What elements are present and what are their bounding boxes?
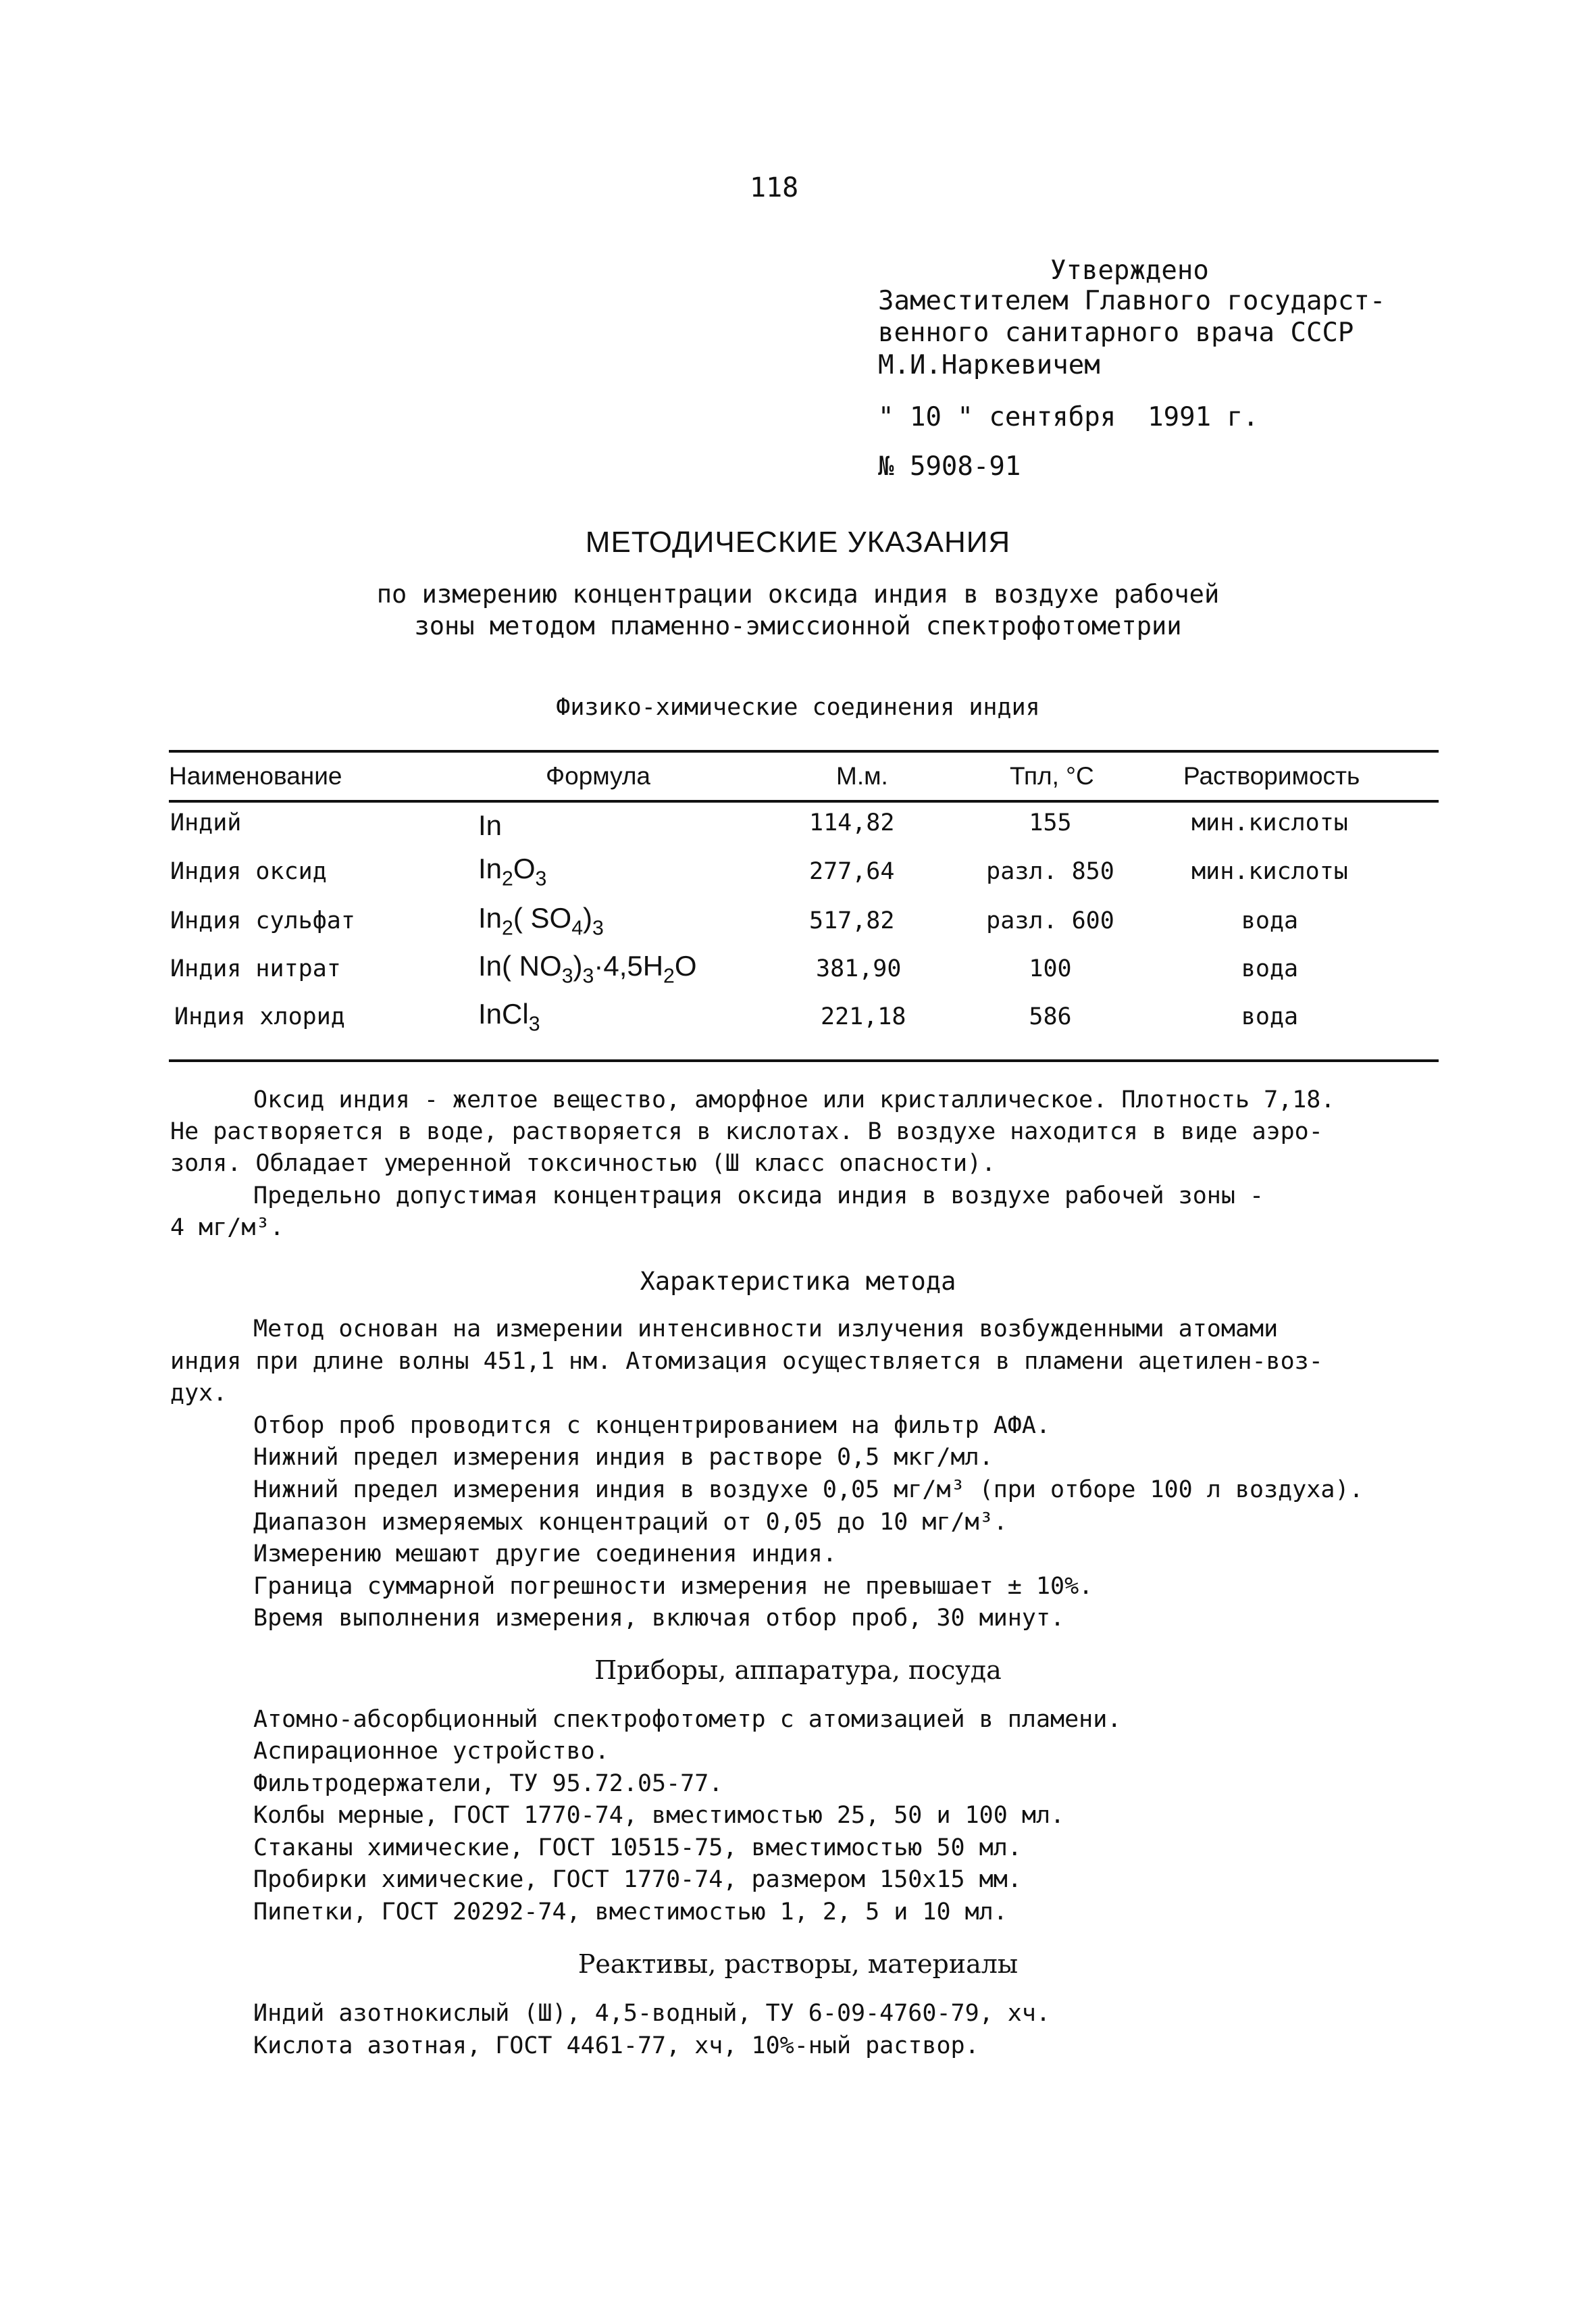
table-rule-header: [169, 800, 1439, 803]
devices-line: Колбы мерные, ГОСТ 1770-74, вместимостью 25, 50 и 100 мл.: [253, 1802, 1065, 1829]
method-line: Метод основан на измерении интенсивности излучения возбужденными атомами: [253, 1315, 1279, 1342]
doc-subtitle-2: зоны методом пламенно-эмиссионной спектрофотометрии: [414, 611, 1182, 640]
devices-line: Фильтродержатели, ТУ 95.72.05-77.: [253, 1770, 723, 1797]
cell-molar-mass: 221,18: [821, 1003, 906, 1030]
cell-melting-point: 586: [1029, 1003, 1072, 1030]
header-melting-point: Тпл, °С: [1010, 762, 1094, 790]
doc-subtitle-1: по измерению концентрации оксида индия в воздухе рабочей: [376, 580, 1220, 609]
header-formula: Формула: [546, 762, 650, 790]
table-caption: Физико-химические соединения индия: [556, 694, 1040, 721]
desc-line: 4 мг/м³.: [170, 1214, 284, 1241]
reagents-heading: Реактивы, растворы, материалы: [577, 1949, 1019, 1979]
header-name: Наименование: [169, 762, 342, 790]
cell-molar-mass: 517,82: [809, 907, 895, 934]
header-solubility: Растворимость: [1183, 762, 1360, 790]
cell-solubility: мин.кислоты: [1191, 858, 1348, 885]
cell-melting-point: 100: [1029, 955, 1072, 982]
cell-solubility: вода: [1241, 1003, 1299, 1030]
method-heading: Характеристика метода: [640, 1267, 956, 1296]
cell-name: Индия нитрат: [170, 955, 341, 982]
devices-heading: Приборы, аппаратура, посуда: [594, 1655, 1002, 1685]
approval-line-3: венного санитарного врача СССР: [878, 318, 1354, 348]
approval-line-4: М.И.Наркевичем: [878, 350, 1100, 380]
page-number: 118: [750, 172, 799, 203]
reagents-line: Кислота азотная, ГОСТ 4461-77, хч, 10%-ный раствор.: [253, 2032, 979, 2059]
devices-line: Стаканы химические, ГОСТ 10515-75, вместимостью 50 мл.: [253, 1834, 1022, 1861]
desc-line: Не растворяется в воде, растворяется в кислотах. В воздухе находится в виде аэро-: [170, 1118, 1323, 1145]
method-line: Нижний предел измерения индия в растворе 0,5 мкг/мл.: [253, 1444, 994, 1471]
cell-name: Индия сульфат: [170, 907, 355, 934]
cell-molar-mass: 277,64: [809, 858, 895, 885]
cell-formula: InCl$_3$: [478, 998, 540, 1036]
cell-melting-point: 155: [1029, 809, 1072, 836]
table-rule-top: [169, 750, 1439, 753]
devices-line: Пипетки, ГОСТ 20292-74, вместимостью 1, 2, 5 и 10 мл.: [253, 1898, 1008, 1926]
method-line: Диапазон измеряемых концентраций от 0,05 до 10 мг/м³.: [253, 1509, 1008, 1536]
method-line: дух.: [170, 1380, 228, 1407]
cell-melting-point: разл. 600: [986, 907, 1114, 934]
cell-formula: In( $NO_3)_3\cdot 4,5H_2O$: [478, 950, 697, 988]
cell-name: Индий: [170, 809, 242, 836]
approval-date: " 10 " сентября 1991 г.: [878, 402, 1259, 432]
approval-line-1: Утверждено: [1050, 255, 1209, 286]
method-line: Время выполнения измерения, включая отбор проб, 30 минут.: [253, 1605, 1065, 1632]
method-line: индия при длине волны 451,1 нм. Атомизация осуществляется в пламени ацетилен-воз-: [170, 1348, 1323, 1375]
cell-solubility: вода: [1241, 907, 1299, 934]
cell-solubility: вода: [1241, 955, 1299, 982]
approval-line-2: Заместителем Главного государст-: [878, 286, 1386, 316]
desc-line: Оксид индия - желтое вещество, аморфное или кристаллическое. Плотность 7,18.: [253, 1086, 1335, 1113]
cell-formula: $In_2$( $SO_4)_3$: [478, 902, 604, 940]
cell-molar-mass: 114,82: [809, 809, 895, 836]
cell-name: Индия хлорид: [174, 1003, 345, 1030]
devices-line: Атомно-абсорбционный спектрофотометр с атомизацией в пламени.: [253, 1706, 1122, 1733]
method-line: Граница суммарной погрешности измерения не превышает ± 10%.: [253, 1573, 1093, 1600]
devices-line: Аспирационное устройство.: [253, 1738, 609, 1765]
cell-melting-point: разл. 850: [986, 858, 1114, 885]
desc-line: золя. Обладает умеренной токсичностью (Ш класс опасности).: [170, 1150, 996, 1177]
cell-molar-mass: 381,90: [816, 955, 902, 982]
cell-formula: $In_2O_3$: [478, 853, 547, 890]
approval-number: № 5908-91: [878, 451, 1021, 482]
doc-title: МЕТОДИЧЕСКИЕ УКАЗАНИЯ: [585, 526, 1011, 559]
header-molar-mass: М.м.: [836, 762, 888, 790]
devices-line: Пробирки химические, ГОСТ 1770-74, размером 150х15 мм.: [253, 1866, 1022, 1893]
method-line: Измерению мешают другие соединения индия.: [253, 1540, 837, 1567]
reagents-line: Индий азотнокислый (Ш), 4,5-водный, ТУ 6-09-4760-79, хч.: [253, 2000, 1051, 2027]
method-line: Отбор проб проводится с концентрированием на фильтр АФА.: [253, 1412, 1051, 1439]
cell-name: Индия оксид: [170, 858, 327, 885]
cell-solubility: мин.кислоты: [1191, 809, 1348, 836]
desc-line: Предельно допустимая концентрация оксида индия в воздухе рабочей зоны -: [253, 1182, 1264, 1209]
cell-formula: In: [478, 809, 503, 841]
table-rule-bottom: [169, 1059, 1439, 1062]
method-line: Нижний предел измерения индия в воздухе 0,05 мг/м³ (при отборе 100 л воздуха).: [253, 1476, 1364, 1503]
